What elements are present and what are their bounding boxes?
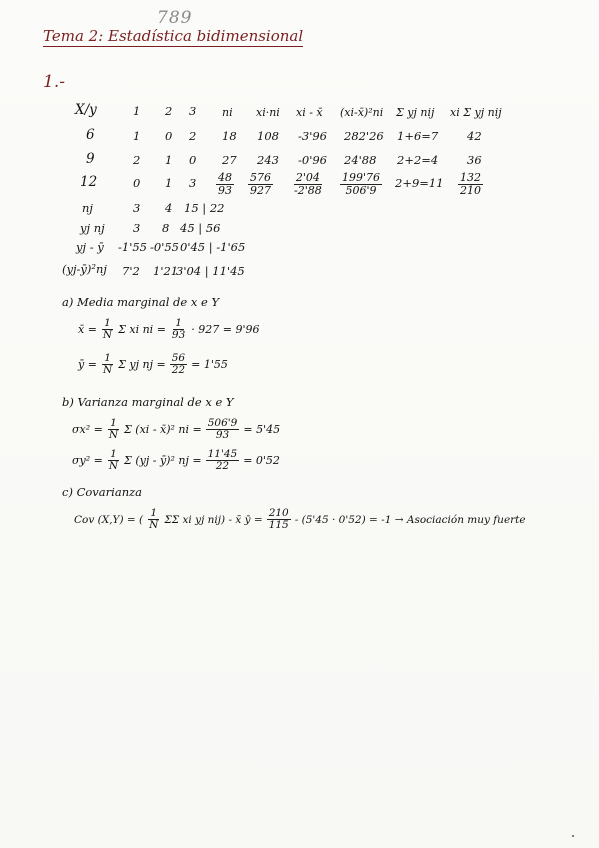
total-ni: 93	[218, 184, 232, 197]
b1-frac1	[107, 418, 120, 441]
b1-f2d: 93	[215, 429, 230, 441]
row2-c3: 0	[189, 153, 197, 167]
ink-dot	[572, 835, 574, 837]
a2-frac1	[101, 353, 114, 376]
a2-rest: = 1'55	[191, 358, 228, 371]
yjnj-c3: 45 | 56	[180, 221, 221, 235]
row3-x: 12	[80, 174, 98, 190]
c-f2n: 210	[268, 507, 289, 519]
table-header-2: 2	[165, 104, 173, 118]
a2-f2n: 56	[171, 352, 186, 364]
section-b-line1	[72, 418, 280, 441]
a2-f1n: 1	[104, 352, 111, 364]
nj-c2: 4	[165, 201, 173, 215]
row3-dev-total	[292, 172, 324, 197]
row1-dev: -3'96	[298, 129, 327, 143]
row2-x: 9	[86, 151, 95, 167]
row1-c2: 0	[165, 129, 173, 143]
row3-xini-total	[248, 172, 273, 197]
a1-frac1	[101, 318, 114, 341]
nj-label: nj	[82, 201, 93, 215]
row2-sq: 24'88	[344, 153, 377, 167]
row2-dev: -0'96	[298, 153, 327, 167]
row3-xsum-total	[458, 172, 483, 197]
dev-label: yj - ȳ	[76, 240, 104, 254]
yjnj-label: yj nj	[80, 221, 105, 235]
c-f1n: 1	[150, 507, 158, 519]
row2-ni: 27	[222, 153, 237, 167]
a1-mid: Σ xi ni =	[118, 323, 166, 336]
table-header-dev: xi - x̄	[296, 106, 323, 119]
dev-c2: -0'55	[150, 240, 179, 254]
nj-c1: 3	[133, 201, 141, 215]
section-c-title: c) Covarianza	[62, 485, 143, 499]
total-xini: 927	[250, 184, 271, 197]
sq-c3: 3'04 | 11'45	[176, 264, 245, 278]
row1-c1: 1	[133, 129, 141, 143]
a1-f1n: 1	[104, 317, 111, 329]
b2-lhs: σy² =	[72, 454, 103, 467]
b2-f1d: N	[108, 460, 119, 472]
a1-f2d: 93	[171, 329, 186, 341]
row1-sq: 282'26	[344, 129, 384, 143]
b1-f1n: 1	[110, 417, 117, 429]
row3-dev: 2'04	[295, 171, 320, 184]
b2-f2d: 22	[215, 460, 230, 472]
b1-f1d: N	[108, 429, 119, 441]
b2-f2n: 11'45	[207, 448, 238, 460]
row3-sq-total	[340, 172, 382, 197]
row3-xini: 576	[250, 171, 271, 184]
row3-ni: 48	[218, 171, 232, 184]
pencil-note: 789	[157, 8, 193, 28]
row1-sum: 1+6=7	[397, 129, 439, 143]
section-a-line2	[78, 353, 228, 376]
row3-c2: 1	[165, 176, 173, 190]
a1-f2n: 1	[175, 317, 182, 329]
dev-c3: 0'45 | -1'65	[180, 240, 246, 254]
row2-sum: 2+2=4	[397, 153, 439, 167]
row3-sq: 199'76	[342, 171, 381, 184]
row2-xsum: 36	[467, 153, 482, 167]
table-header-xini: xi·ni	[256, 106, 280, 119]
table-header-xsum: xi Σ yj nij	[450, 106, 502, 119]
c-frac1	[147, 508, 160, 531]
sq-c1: 7'2	[122, 264, 140, 278]
row3-c1: 0	[133, 176, 141, 190]
total-dev: -2'88	[294, 184, 322, 197]
total-sq: 506'9	[345, 184, 377, 197]
c-f2d: 115	[268, 519, 289, 531]
page-title: Tema 2: Estadística bidimensional	[43, 27, 304, 45]
table-header-1: 1	[133, 104, 141, 118]
c-lhs: Cov (X,Y) = (	[74, 513, 144, 526]
b1-lhs: σx² =	[72, 423, 103, 436]
a1-lhs: x̄ =	[78, 323, 97, 336]
row2-xini: 243	[257, 153, 279, 167]
b1-f2n: 506'9	[207, 417, 238, 429]
a2-f1d: N	[102, 364, 113, 376]
yjnj-c2: 8	[162, 221, 170, 235]
a1-rest: · 927 = 9'96	[191, 323, 260, 336]
table-header-ni: ni	[222, 106, 233, 119]
row1-c3: 2	[189, 129, 197, 143]
table-header-3: 3	[189, 104, 197, 118]
section-a-title: a) Media marginal de x e Y	[62, 295, 220, 309]
section-b-line2	[72, 449, 280, 472]
b2-frac1	[107, 449, 120, 472]
dev-c1: -1'55	[118, 240, 147, 254]
section-a-line1	[78, 318, 260, 341]
row3-ni-total	[216, 172, 234, 197]
c-rest: - (5'45 · 0'52) = -1 → Asociación muy fuerte	[294, 513, 526, 526]
table-header-sq: (xi-x̄)²ni	[340, 106, 384, 119]
c-frac2	[267, 508, 291, 531]
row3-c3: 3	[189, 176, 197, 190]
b2-rest: = 0'52	[243, 454, 280, 467]
row2-c2: 1	[165, 153, 173, 167]
b2-frac2	[206, 449, 240, 472]
total-xsum: 210	[460, 184, 481, 197]
a2-f2d: 22	[171, 364, 186, 376]
a2-frac2	[170, 353, 187, 376]
sq-label: (yj-ȳ)²nj	[62, 262, 108, 276]
table-header-sum: Σ yj nij	[396, 106, 435, 119]
row2-c1: 2	[133, 153, 141, 167]
row1-ni: 18	[222, 129, 237, 143]
section-c-line	[74, 508, 526, 531]
b2-mid: Σ (yj - ȳ)² nj =	[124, 454, 202, 467]
section-b-title: b) Varianza marginal de x e Y	[62, 395, 234, 409]
a2-mid: Σ yj nj =	[118, 358, 166, 371]
c-f1d: N	[149, 519, 159, 531]
yjnj-c1: 3	[133, 221, 141, 235]
b2-f1n: 1	[110, 448, 117, 460]
row3-xsum: 132	[460, 171, 481, 184]
sq-c2: 1'21	[153, 264, 179, 278]
b1-mid: Σ (xi - x̄)² ni =	[124, 423, 202, 436]
a1-frac2	[170, 318, 187, 341]
row1-x: 6	[86, 127, 95, 143]
row3-sum: 2+9=11	[395, 176, 444, 190]
b1-frac2	[206, 418, 240, 441]
c-mid: ΣΣ xi yj nij) - x̄ ȳ =	[164, 513, 263, 526]
a1-f1d: N	[102, 329, 113, 341]
row1-xsum: 42	[467, 129, 482, 143]
nj-c3: 15 | 22	[184, 201, 225, 215]
table-header-xy: X/y	[75, 102, 97, 118]
a2-lhs: ȳ =	[78, 358, 97, 371]
row1-xini: 108	[257, 129, 279, 143]
exercise-number: 1.-	[43, 72, 65, 92]
b1-rest: = 5'45	[243, 423, 281, 436]
